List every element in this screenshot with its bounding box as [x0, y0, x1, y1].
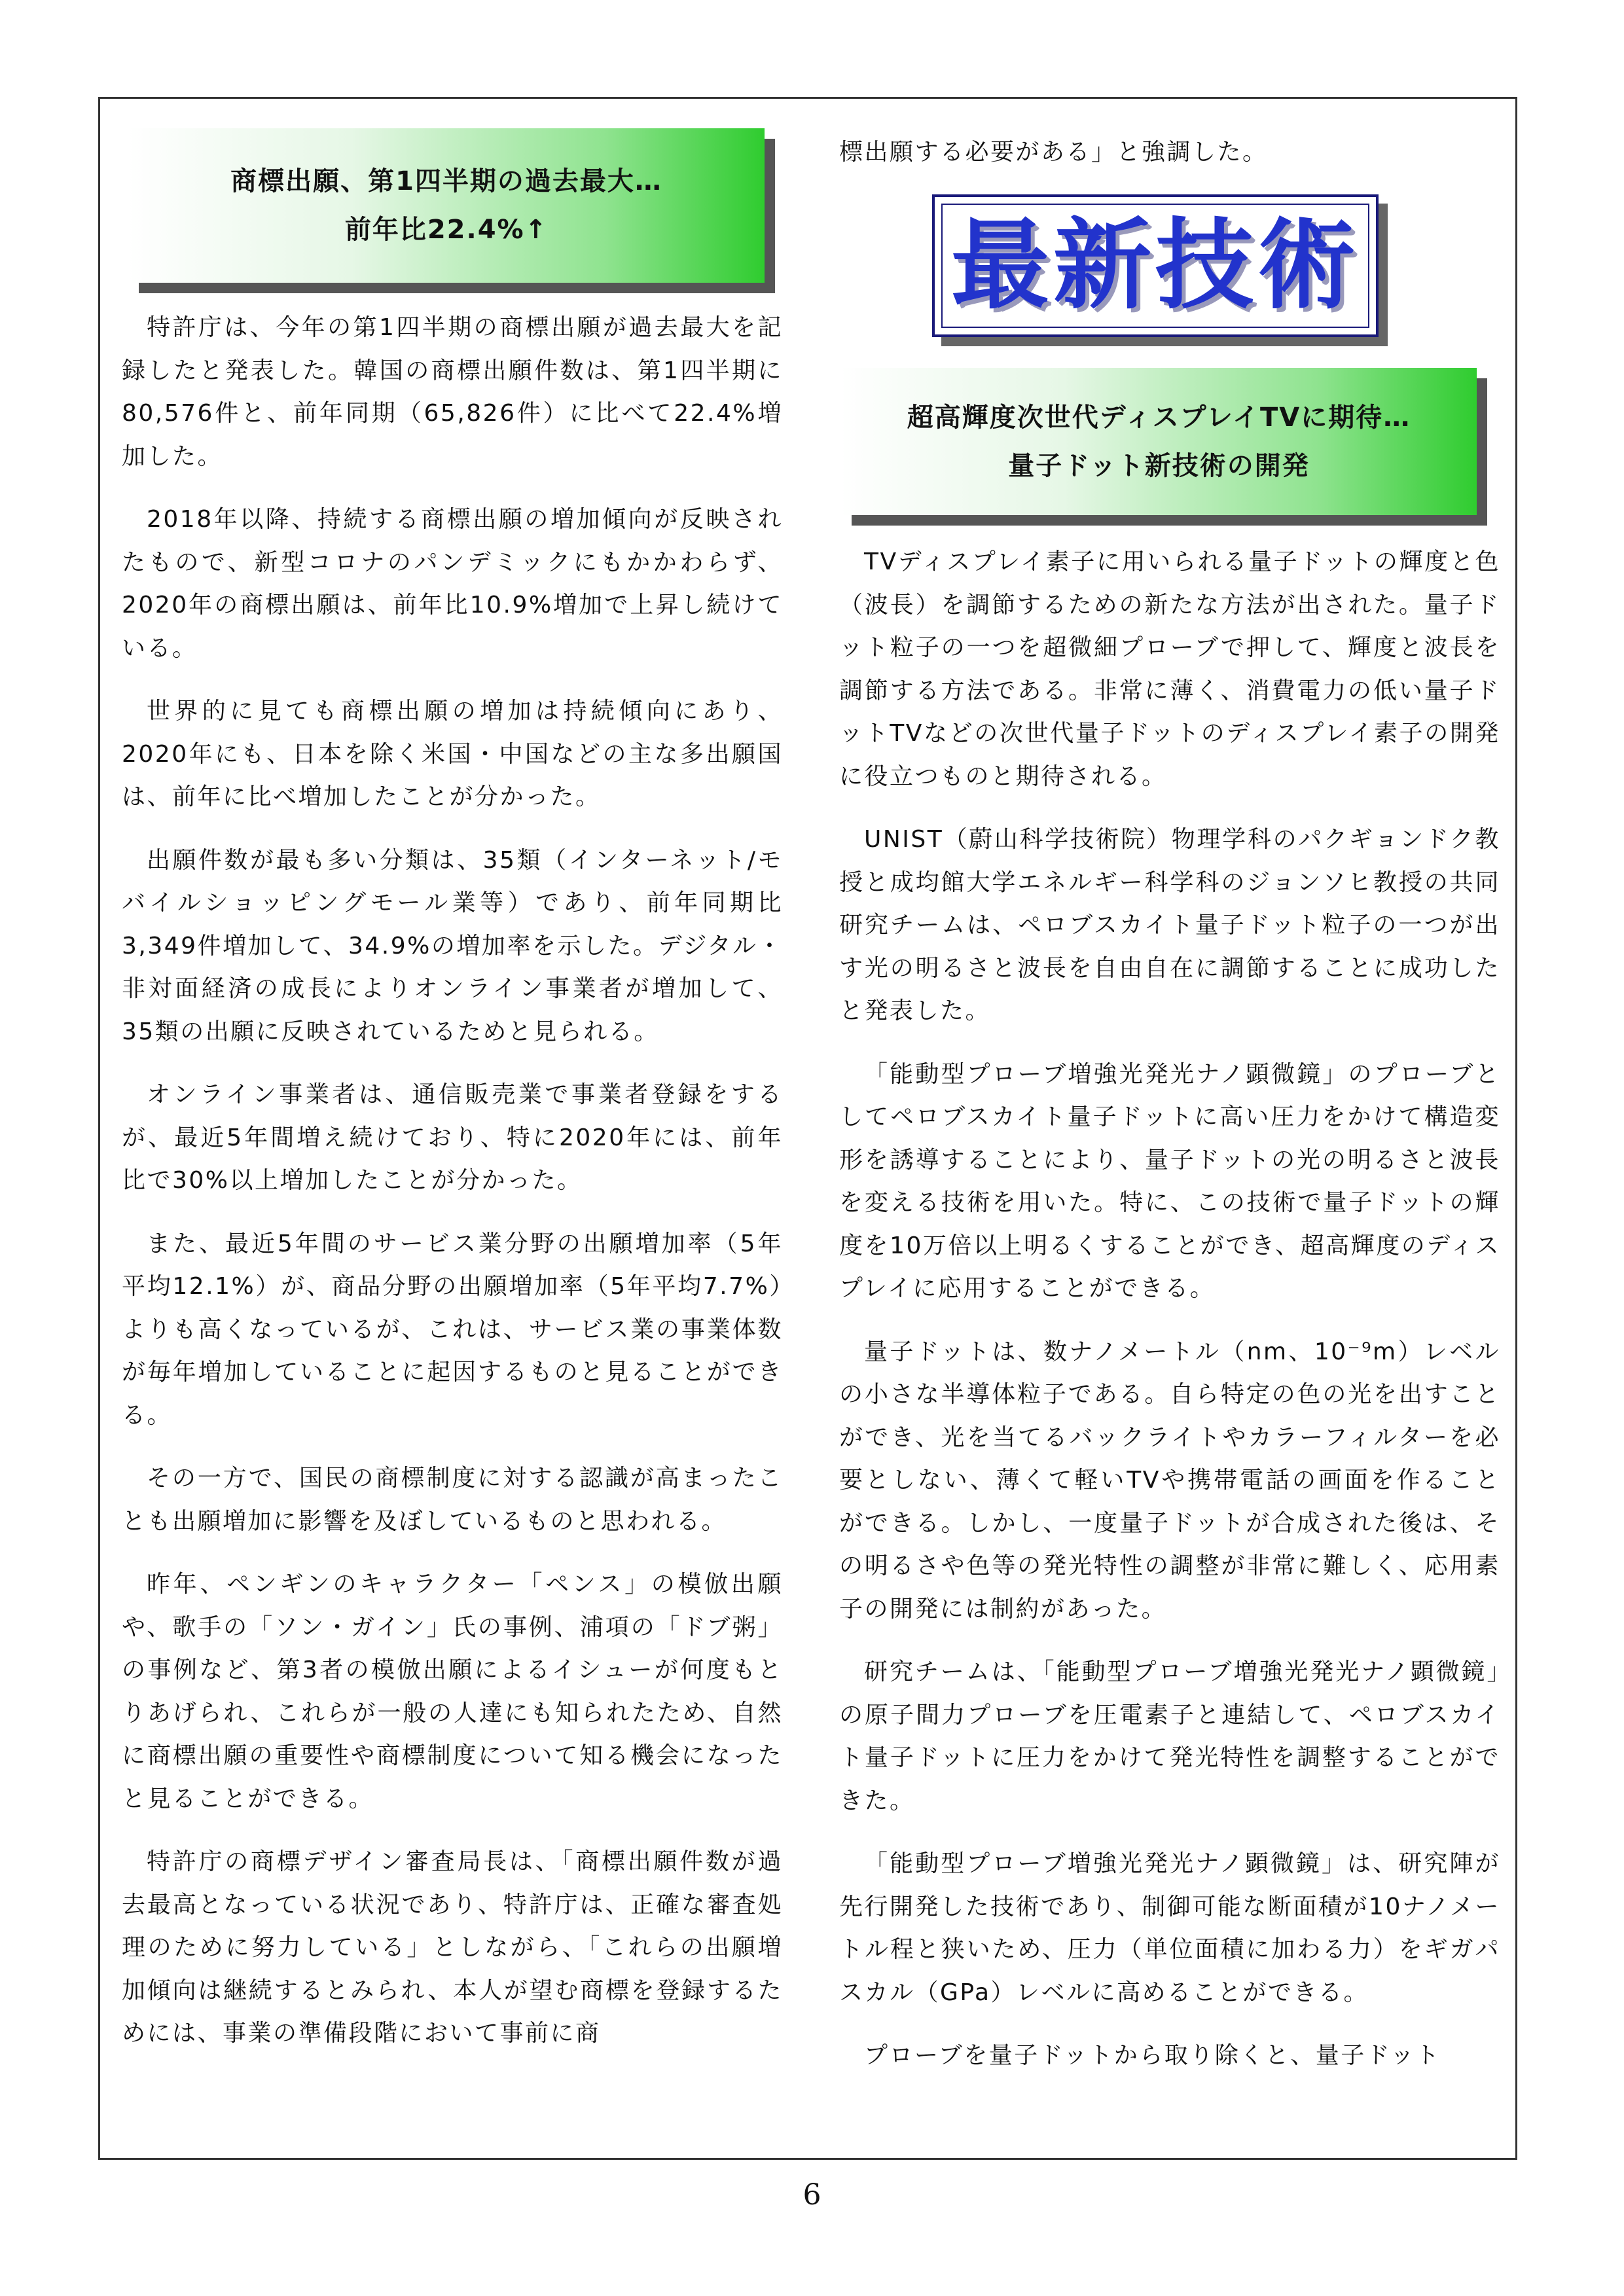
section-banner-inner: [941, 204, 1369, 328]
left-paragraph-7: その一方で、国民の商標制度に対する認識が高まったことも出願増加に影響を及ぼしているものと思われる。: [122, 1465, 783, 1535]
page-number: 6: [803, 2178, 821, 2212]
left-paragraph-4: 出願件数が最も多い分類は、35類（インターネット/モバイルショッピングモール業等）であり、前年同期比3,349件増加して、34.9%の増加率を示した。デジタル・非対面経済の成長によりオンライン事業者が増加して、35類の出願に反映されているためと見られる。: [122, 846, 783, 1045]
left-paragraph-9: 特許庁の商標デザイン審査局長は、「商標出願件数が過去最高となっている状況であり、特許庁は、正確な審査処理のために努力している」としながら、「これらの出願増加傾向は継続するとみられ、本人が望む商標を登録するためには、事業の準備段階において事前に商: [122, 1848, 783, 2047]
left-paragraph-8: 昨年、ペンギンのキャラクター「ペンス」の模倣出願や、歌手の「ソン・ガイン」氏の事例、浦項の「ドブ粥」の事例など、第3者の模倣出願によるイシューが何度もとりあげられ、これらが一般の人達にも知られたため、自然に商標出願の重要性や商標制度について知る機会になったと見ることができる。: [122, 1571, 783, 1812]
right-paragraph-3: 「能動型プローブ増強光発光ナノ顕微鏡」のプローブとしてペロブスカイト量子ドットに高い圧力をかけて構造変形を誘導することにより、量子ドットの光の明るさと波長を変える技術を用いた。特に、この技術で量子ドットの輝度を10万倍以上明るくすることができ、超高輝度のディスプレイに応用することができる。: [839, 1060, 1500, 1302]
right-continuation-text: 標出願する必要がある」と強調した。: [839, 139, 1268, 166]
left-headline-line1: 商標出願、第1四半期の過去最大…: [230, 166, 662, 196]
left-paragraph-6: また、最近5年間のサービス業分野の出願増加率（5年平均12.1%）が、商品分野の出願増加率（5年平均7.7%）よりも高くなっているが、これは、サービス業の事業体数が毎年増加していることに起因するものと見ることができる。: [122, 1230, 783, 1429]
right-headline-line1: 超高輝度次世代ディスプレイTVに期待…: [907, 402, 1411, 433]
right-paragraph-6: 「能動型プローブ増強光発光ナノ顕微鏡」は、研究陣が先行開発した技術であり、制御可能な断面積が10ナノメートル程と狭いため、圧力（単位面積に加わる力）をギガパスカル（GPa）レベルに高めることができる。: [839, 1850, 1500, 2006]
left-paragraph-2: 2018年以降、持続する商標出願の増加傾向が反映されたもので、新型コロナのパンデミックにもかかわらず、2020年の商標出願は、前年比10.9%増加で上昇し続けている。: [122, 506, 783, 662]
left-paragraph-5: オンライン事業者は、通信販売業で事業者登録をするが、最近5年間増え続けており、特に2020年には、前年比で30%以上増加したことが分かった。: [122, 1081, 783, 1194]
section-banner-title: 最新技術: [950, 209, 1360, 323]
left-article-body: [122, 306, 783, 2075]
right-paragraph-2: UNIST（蔚山科学技術院）物理学科のパクギョンドク教授と成均館大学エネルギー科学科のジョンソヒ教授の共同研究チームは、ペロブスカイト量子ドット粒子の一つが出す光の明るさと波長を自由自在に調節することに成功したと発表した。: [839, 826, 1500, 1024]
right-paragraph-7: プローブを量子ドットから取り除くと、量子ドット: [864, 2042, 1441, 2069]
right-headline: [841, 368, 1477, 515]
right-paragraph-4: 量子ドットは、数ナノメートル（nm、10⁻⁹m）レベルの小さな半導体粒子である。自ら特定の色の光を出すことができ、光を当てるバックライトやカラーフィルターを必要としない、薄くて軽いTVや携帯電話の画面を作ることができる。しかし、一度量子ドットが合成された後は、その明るさや色等の発光特性の調整が非常に難しく、応用素子の開発には制約があった。: [839, 1338, 1500, 1623]
section-banner: [932, 194, 1379, 337]
left-headline: [128, 128, 765, 283]
right-paragraph-5: 研究チームは、「能動型プローブ増強光発光ナノ顕微鏡」の原子間力プローブを圧電素子と連結して、ペロブスカイト量子ドットに圧力をかけて発光特性を調整することができた。: [839, 1659, 1500, 1814]
right-paragraph-1: TVディスプレイ素子に用いられる量子ドットの輝度と色（波長）を調節するための新たな方法が出された。量子ドット粒子の一つを超微細プローブで押して、輝度と波長を調節する方法である。非常に薄く、消費電力の低い量子ドットTVなどの次世代量子ドットのディスプレイ素子の開発に役立つものと期待される。: [839, 548, 1500, 790]
left-paragraph-3: 世界的に見ても商標出願の増加は持続傾向にあり、2020年にも、日本を除く米国・中国などの主な多出願国は、前年に比べ増加したことが分かった。: [122, 698, 783, 810]
right-headline-line2: 量子ドット新技術の開発: [1008, 450, 1310, 481]
left-headline-line2: 前年比22.4%↑: [344, 215, 549, 245]
right-article-body: [839, 541, 1500, 2098]
left-paragraph-1: 特許庁は、今年の第1四半期の商標出願が過去最大を記録したと発表した。韓国の商標出願件数は、第1四半期に80,576件と、前年同期（65,826件）に比べて22.4%増加した。: [122, 314, 783, 470]
